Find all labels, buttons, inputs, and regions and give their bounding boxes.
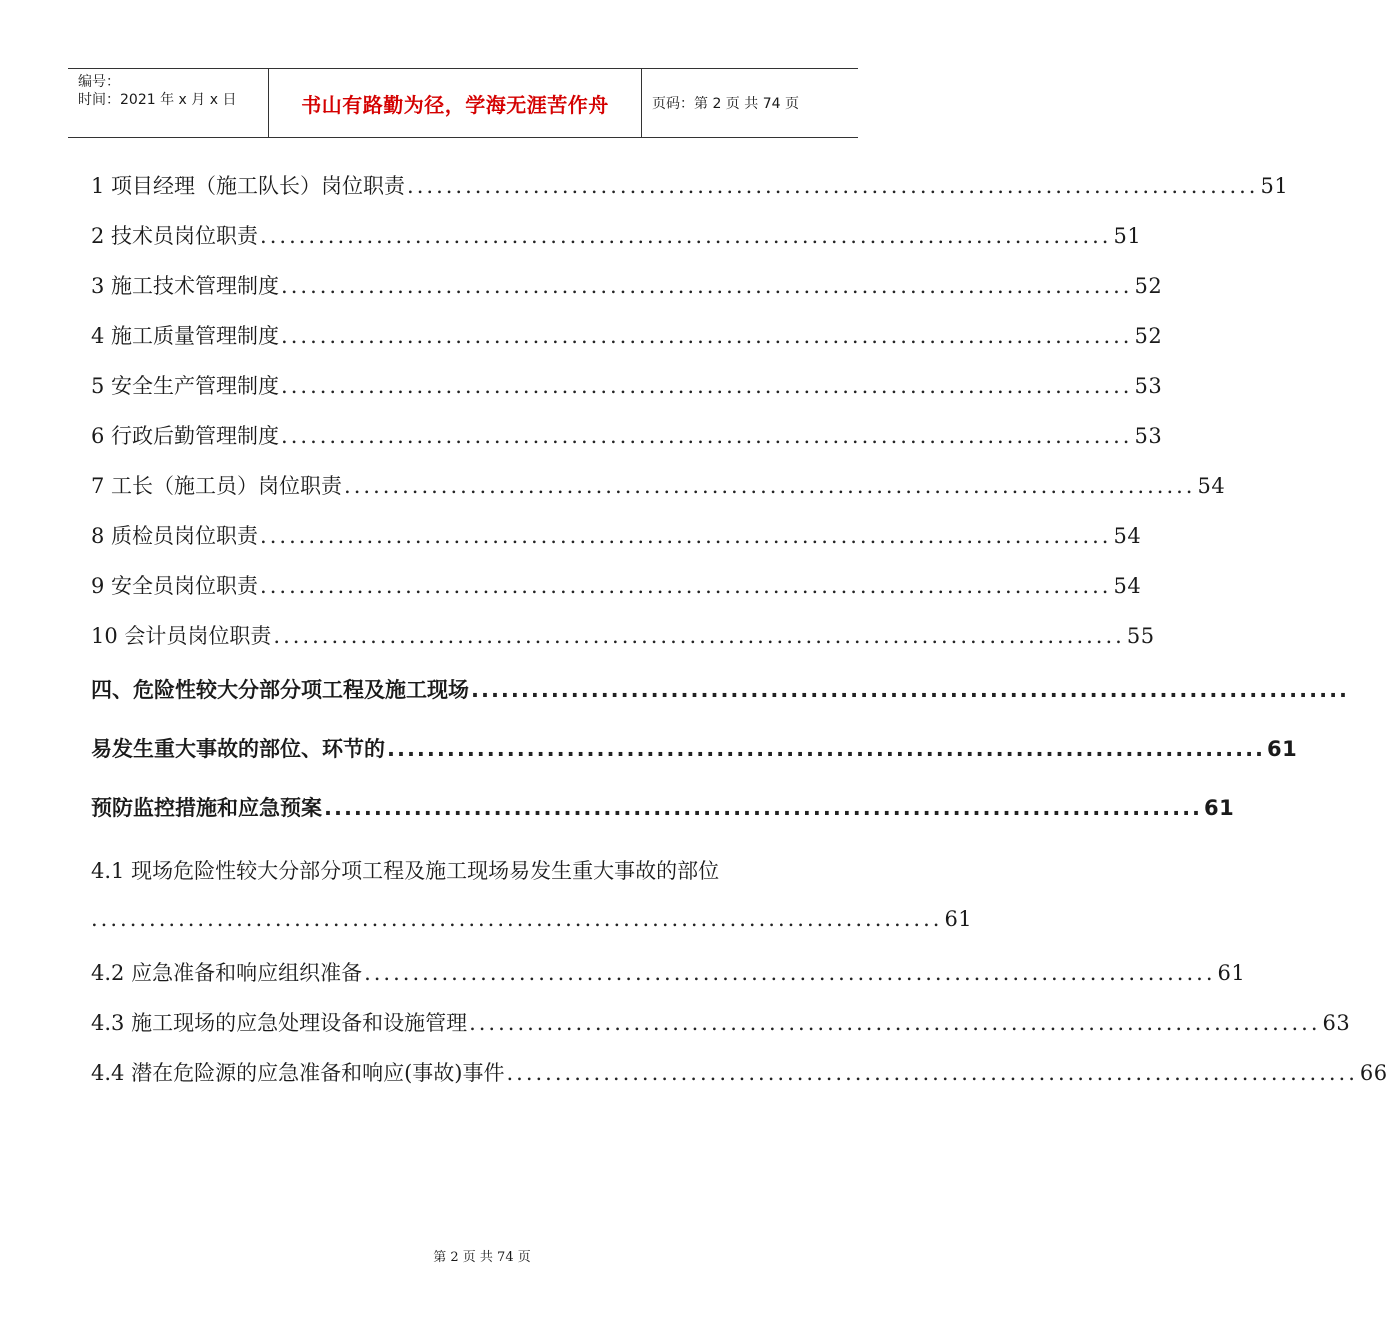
toc-entry-page: 66 [1359, 1061, 1388, 1085]
toc-entry-title: 2 技术员岗位职责 [91, 224, 259, 248]
toc-entry-page: 63 [1322, 1011, 1351, 1035]
toc-entry-page: 52 [1134, 324, 1163, 348]
toc-entry-title: 4.4 潜在危险源的应急准备和响应(事故)事件 [91, 1061, 505, 1085]
toc-leader: ........................................................................................ [344, 474, 1196, 498]
toc-entry [91, 1057, 1388, 1107]
page-footer: 第 2 页 共 74 页 [433, 1250, 531, 1265]
toc-leader: ........................................................................................ [387, 737, 1266, 761]
toc-entry-title: 6 行政后勤管理制度 [91, 424, 280, 448]
toc-entry-title: 7 工长（施工员）岗位职责 [91, 474, 343, 498]
toc-leader: ........................................................................................ [364, 961, 1216, 985]
toc-leader: ........................................................................................ [407, 174, 1259, 198]
section-heading-text: 预防监控措施和应急预案 [91, 796, 322, 820]
toc-leader: ........................................................................................ [469, 1011, 1321, 1035]
toc-entry-wrapped-title [91, 855, 801, 907]
toc-entry-title: 4 施工质量管理制度 [91, 324, 280, 348]
toc-entry-wrapped-leader [91, 907, 973, 957]
toc-entry [91, 620, 1155, 670]
toc-leader: ........................................................................................ [260, 524, 1112, 548]
toc-entry-page: 51 [1260, 174, 1289, 198]
document-time-label: 时间：2021 年 x 月 x 日 [78, 92, 237, 108]
toc-leader: ........................................................................................ [506, 1061, 1358, 1085]
toc-leader: ........................................................................................ [471, 678, 1350, 702]
toc-entry [91, 957, 1246, 1007]
section-heading-line [91, 733, 1298, 792]
toc-leader: ........................................................................................ [281, 424, 1133, 448]
toc-leader: ........................................................................................ [324, 796, 1203, 820]
toc-entry-title: 1 项目经理（施工队长）岗位职责 [91, 174, 406, 198]
toc-entry-page: 61 [1204, 796, 1235, 820]
toc-entry-page: 61 [1217, 961, 1246, 985]
toc-leader: ........................................................................................ [260, 574, 1112, 598]
toc-entry [91, 270, 1163, 320]
toc-entry-title: 3 施工技术管理制度 [91, 274, 280, 298]
page-header [68, 68, 858, 138]
toc-entry [91, 220, 1142, 270]
toc-entry-page: 51 [1113, 224, 1142, 248]
section-heading-line [91, 792, 1235, 851]
section-heading-text: 易发生重大事故的部位、环节的 [91, 737, 385, 761]
toc-entry [91, 420, 1163, 470]
toc-leader: ........................................................................................ [91, 907, 943, 931]
header-motto-cell [269, 69, 642, 137]
header-page-label: 页码：第 2 页 共 74 页 [652, 96, 799, 112]
document-number-label: 编号： [78, 74, 120, 90]
toc-entry-page: 61 [944, 907, 973, 931]
toc-entry-title: 5 安全生产管理制度 [91, 374, 280, 398]
toc-leader: ........................................................................................ [260, 224, 1112, 248]
toc-entry-title: 4.3 施工现场的应急处理设备和设施管理 [91, 1011, 468, 1035]
toc-leader: ........................................................................................ [281, 374, 1133, 398]
toc-entry [91, 470, 1226, 520]
toc-entry-page: 53 [1134, 374, 1163, 398]
toc-entry-title: 8 质检员岗位职责 [91, 524, 259, 548]
section-heading-text: 四、危险性较大分部分项工程及施工现场 [91, 678, 469, 702]
toc-entry [91, 370, 1163, 420]
toc-entry-title: 10 会计员岗位职责 [91, 624, 272, 648]
toc-entry [91, 570, 1142, 620]
table-of-contents [91, 170, 1388, 1107]
toc-entry-page: 54 [1113, 574, 1142, 598]
toc-entry [91, 320, 1163, 370]
toc-entry [91, 170, 1289, 220]
toc-entry-title: 4.2 应急准备和响应组织准备 [91, 961, 363, 985]
header-meta [68, 69, 269, 137]
toc-leader: ........................................................................................ [281, 274, 1133, 298]
toc-leader: ........................................................................................ [281, 324, 1133, 348]
toc-entry-page: 53 [1134, 424, 1163, 448]
toc-entry-page: 61 [1267, 737, 1298, 761]
toc-entry-page: 54 [1197, 474, 1226, 498]
toc-entry [91, 1007, 1351, 1057]
section-heading-line [91, 674, 1350, 733]
header-motto: 书山有路勤为径，学海无涯苦作舟 [301, 92, 609, 117]
toc-entry-title: 4.1 现场危险性较大分部分项工程及施工现场易发生重大事故的部位 [91, 859, 720, 883]
toc-entry-title: 9 安全员岗位职责 [91, 574, 259, 598]
toc-entry-page: 54 [1113, 524, 1142, 548]
toc-leader: ........................................................................................ [273, 624, 1125, 648]
toc-entry-page: 52 [1134, 274, 1163, 298]
toc-entry [91, 520, 1142, 570]
toc-entry-page: 55 [1126, 624, 1155, 648]
